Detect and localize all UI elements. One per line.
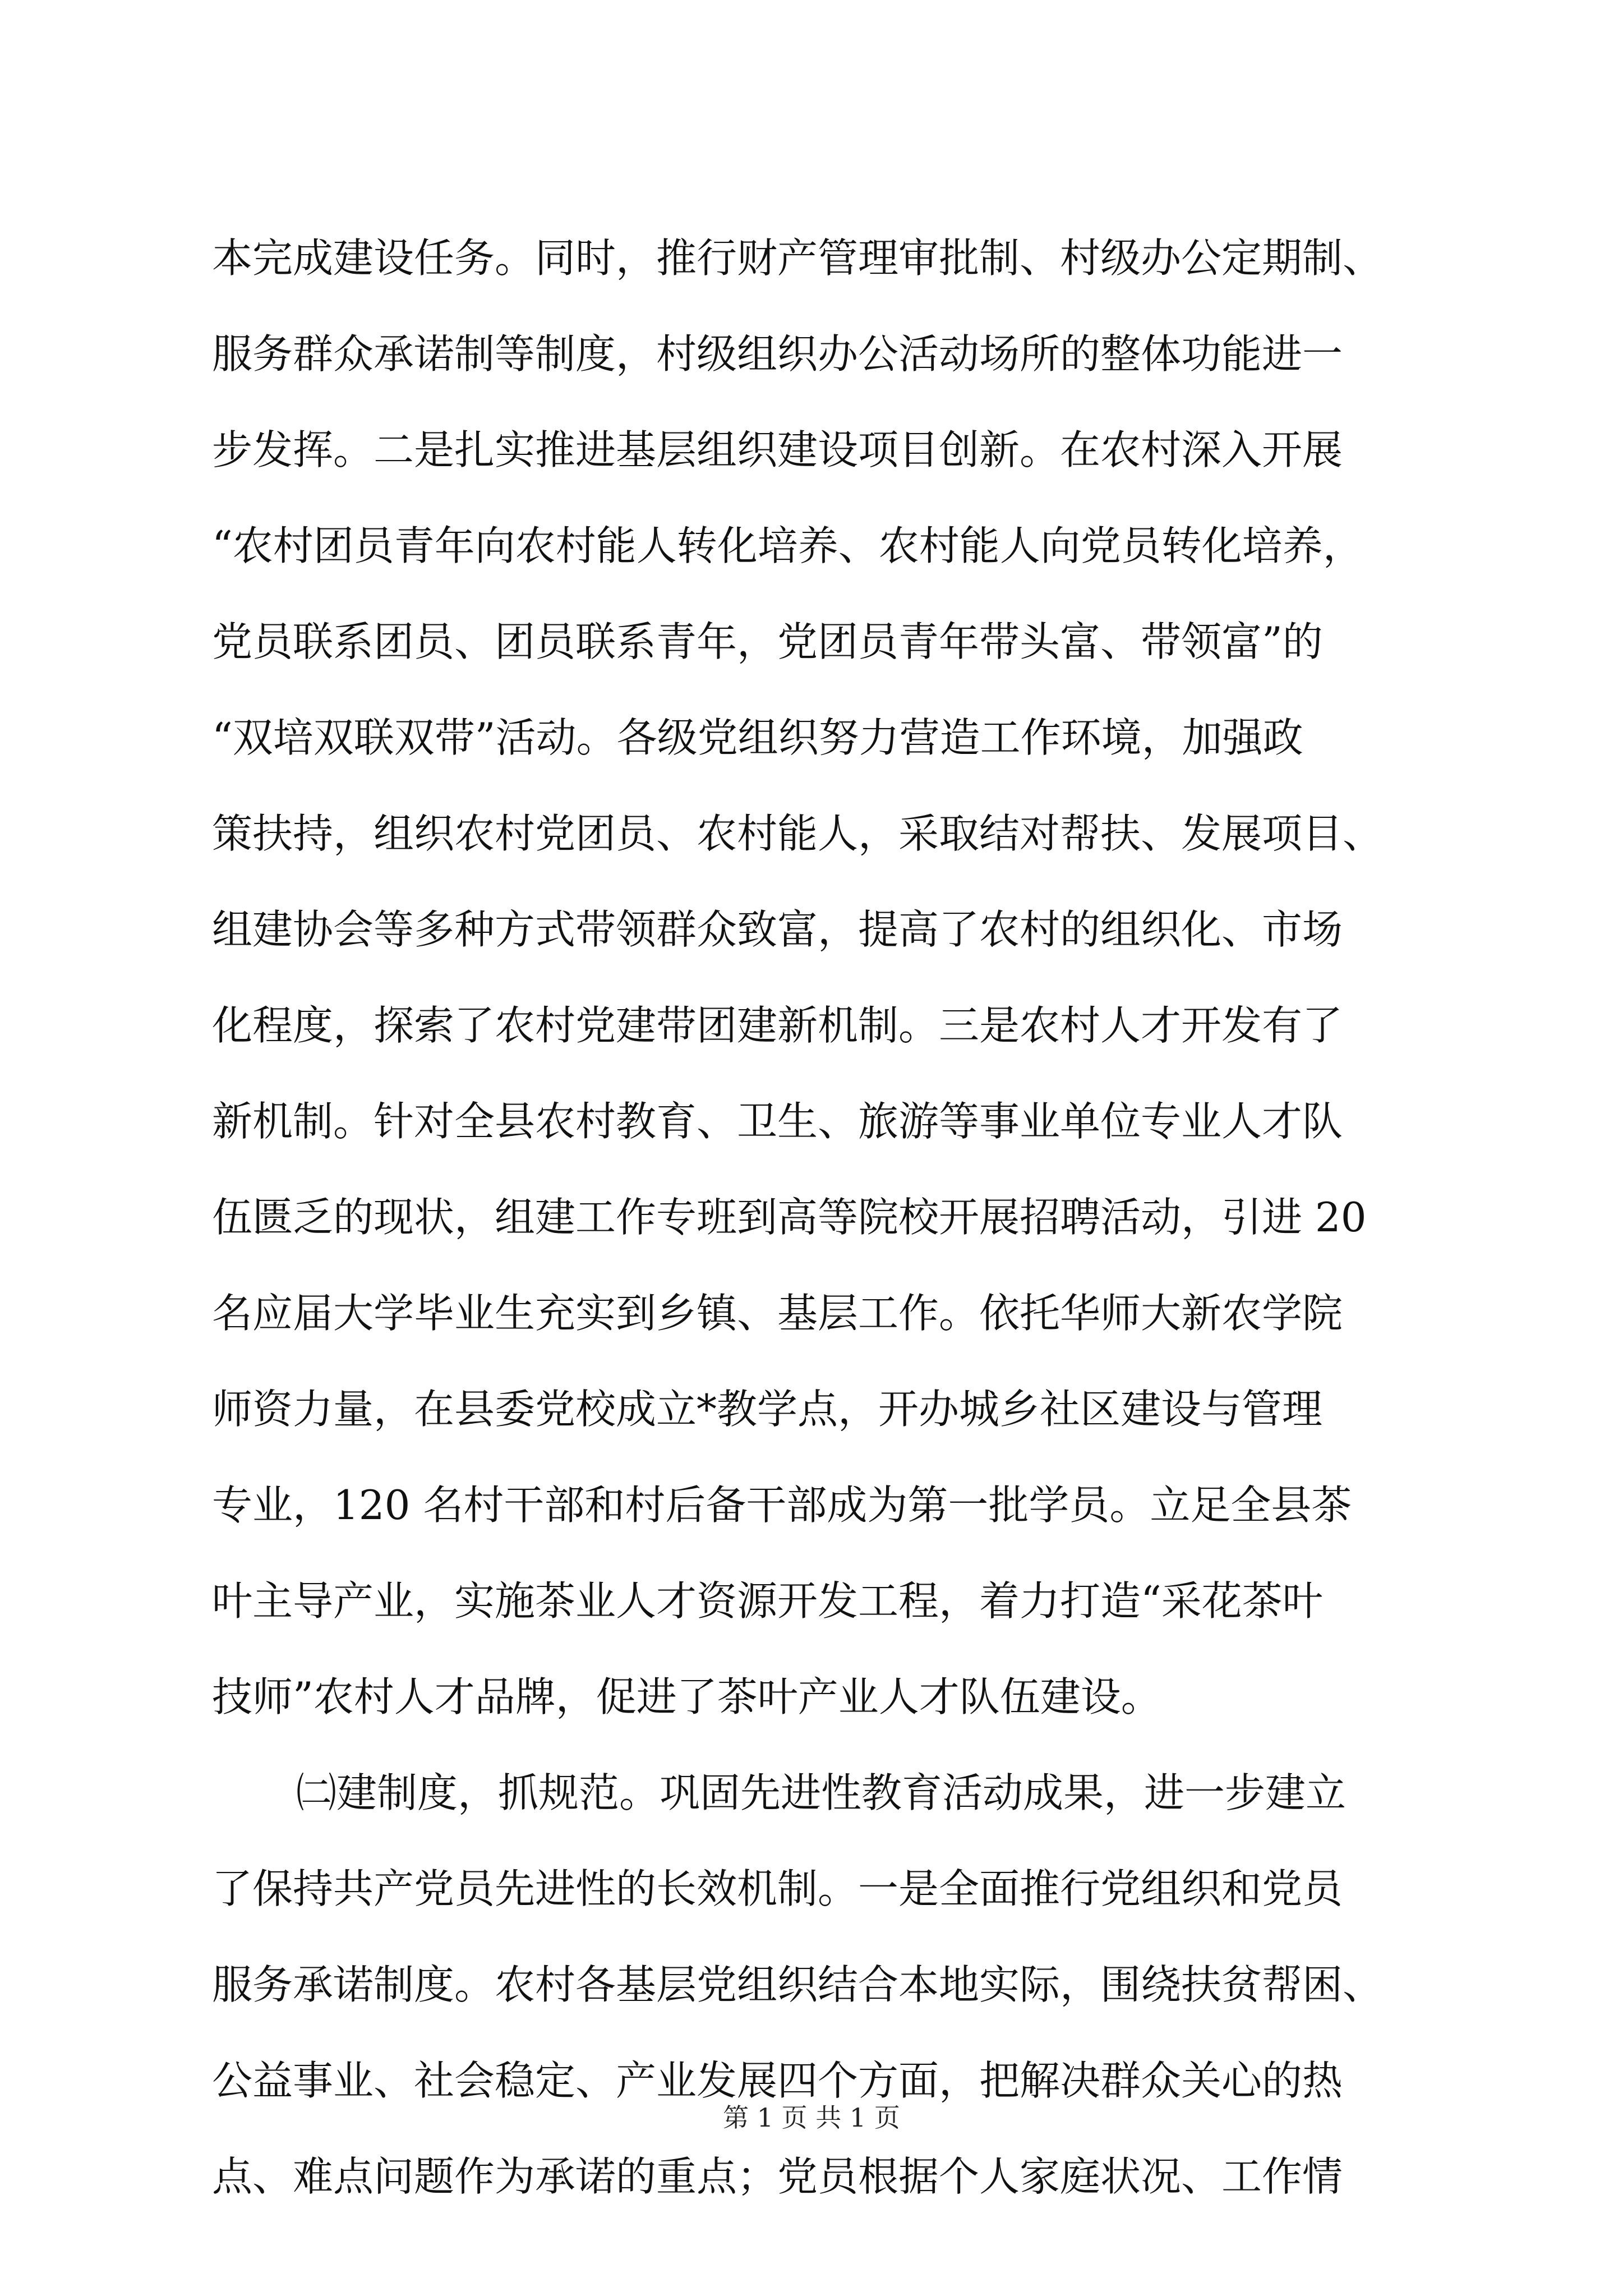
text-line: “农村团员青年向农村能人转化培养、农村能人向党员转化培养， bbox=[212, 522, 1363, 569]
text-line: 服务群众承诺制等制度，村级组织办公活动场所的整体功能进一 bbox=[212, 330, 1343, 378]
page-footer bbox=[0, 2101, 1623, 2134]
text-line: 化程度，探索了农村党建带团建新机制。三是农村人才开发有了 bbox=[212, 1002, 1343, 1049]
text-line: 师资力量，在县委党校成立*教学点，开办城乡社区建设与管理 bbox=[212, 1386, 1323, 1433]
text-line: 专业，120 名村干部和村后备干部成为第一批学员。立足全县茶 bbox=[212, 1481, 1352, 1529]
text-line: 了保持共产党员先进性的长效机制。一是全面推行党组织和党员 bbox=[212, 1865, 1343, 1912]
text-line: 党员联系团员、团员联系青年，党团员青年带头富、带领富”的 bbox=[212, 618, 1323, 665]
text-line: 叶主导产业，实施茶业人才资源开发工程，着力打造“采花茶叶 bbox=[212, 1577, 1323, 1625]
text-line: 本完成建设任务。同时，推行财产管理审批制、村级办公定期制、 bbox=[212, 234, 1384, 282]
body-text bbox=[212, 210, 1418, 2225]
text-line: 策扶持，组织农村党团员、农村能人，采取结对帮扶、发展项目、 bbox=[212, 810, 1384, 857]
text-line: 组建协会等多种方式带领群众致富，提高了农村的组织化、市场 bbox=[212, 906, 1343, 953]
text-line: 点、难点问题作为承诺的重点；党员根据个人家庭状况、工作情 bbox=[212, 2153, 1343, 2200]
text-line: 名应届大学毕业生充实到乡镇、基层工作。依托华师大新农学院 bbox=[212, 1290, 1343, 1337]
text-line: 技师”农村人才品牌，促进了茶叶产业人才队伍建设。 bbox=[212, 1673, 1161, 1720]
text-line: 步发挥。二是扎实推进基层组织建设项目创新。在农村深入开展 bbox=[212, 426, 1343, 473]
text-line: “双培双联双带”活动。各级党组织努力营造工作环境，加强政 bbox=[212, 714, 1303, 761]
paragraph-heading-line: ㈡建制度，抓规范。巩固先进性教育活动成果，进一步建立 bbox=[296, 1769, 1347, 1816]
text-line: 新机制。针对全县农村教育、卫生、旅游等事业单位专业人才队 bbox=[212, 1098, 1343, 1145]
text-line: 服务承诺制度。农村各基层党组织结合本地实际，围绕扶贫帮困、 bbox=[212, 1961, 1384, 2008]
text-line: 伍匮乏的现状，组建工作专班到高等院校开展招聘活动，引进 20 bbox=[212, 1194, 1367, 1241]
text-line: 公益事业、社会稳定、产业发展四个方面，把解决群众关心的热 bbox=[212, 2057, 1343, 2104]
page-number-label: 第 1 页 共 1 页 bbox=[723, 2102, 900, 2133]
